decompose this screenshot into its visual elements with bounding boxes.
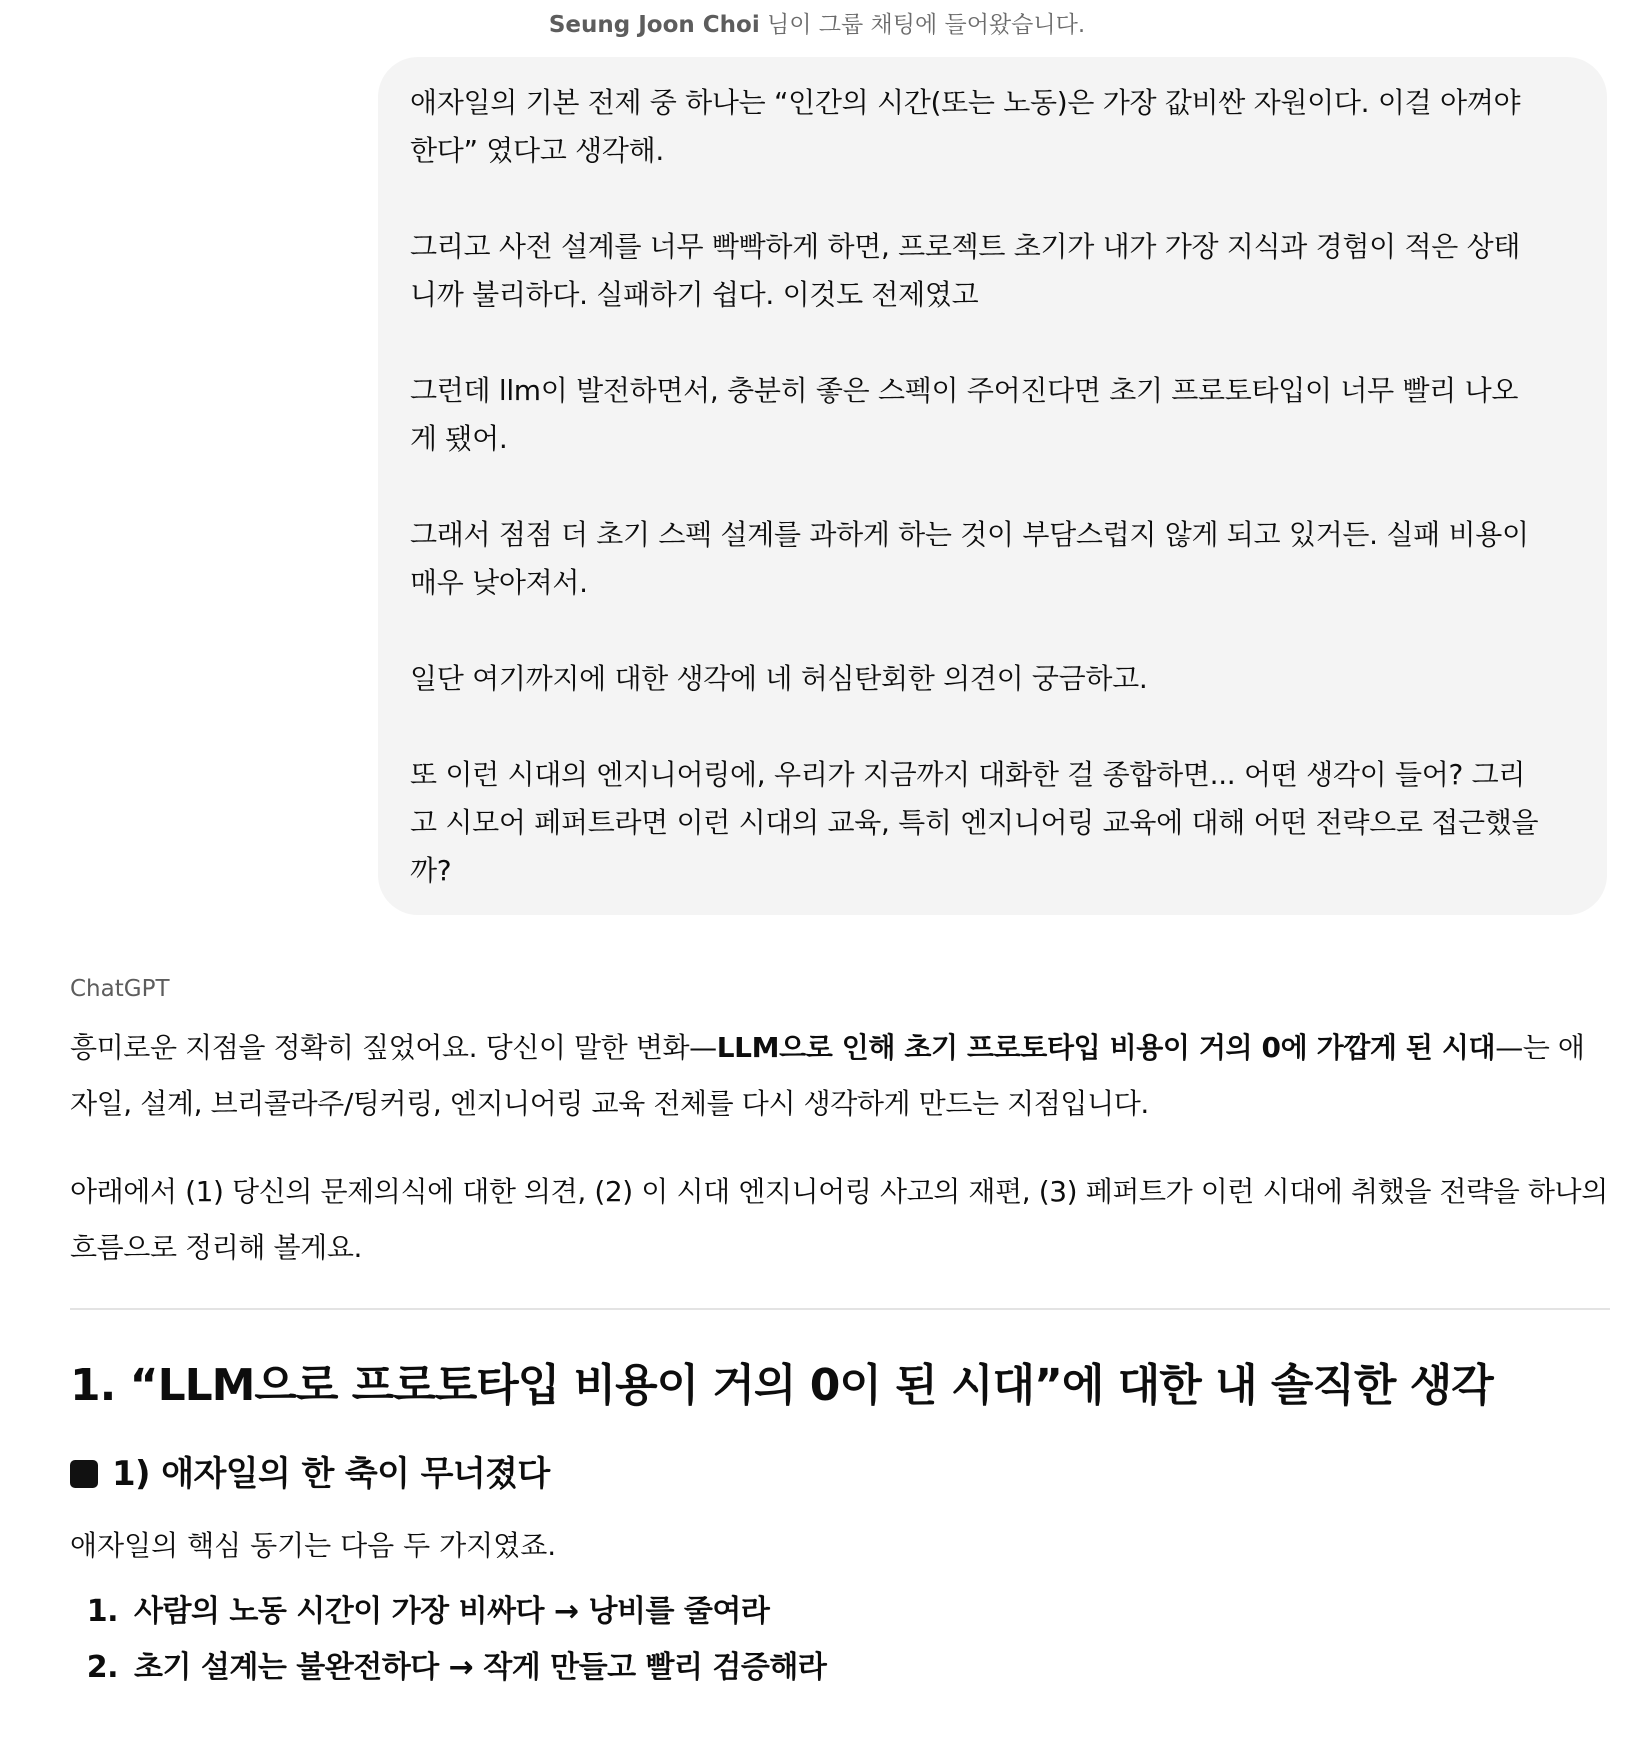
subsection-heading-text: 1) 애자일의 한 축이 무너졌다: [112, 1454, 550, 1494]
user-message-paragraph: 그리고 사전 설계를 너무 빡빡하게 하면, 프로젝트 초기가 내가 가장 지식과 경험이 적은 상태 니까 불리하다. 실패하기 쉽다. 이것도 전제였고: [410, 230, 1521, 311]
assistant-message: [70, 972, 1610, 1696]
section-heading: 1. “LLM으로 프로토타입 비용이 거의 0이 된 시대”에 대한 내 솔직한 생각: [70, 1360, 1493, 1411]
list-item-number: 1.: [86, 1594, 118, 1629]
joined-user-name: Seung Joon Choi: [548, 12, 760, 38]
list-item: [70, 1584, 1610, 1640]
list-item: [70, 1640, 1610, 1696]
black-square-icon: [70, 1460, 98, 1488]
motives-list: [70, 1584, 1610, 1696]
section-divider: [70, 1308, 1610, 1310]
emphasis-text: LLM으로 인해 초기 프로토타입 비용이 거의 0에 가깝게 된 시대: [716, 1031, 1496, 1064]
join-notice-text: 님이 그룹 채팅에 들어왔습니다.: [759, 12, 1086, 38]
user-message-paragraph: 그런데 llm이 발전하면서, 충분히 좋은 스펙이 주어진다면 초기 프로토타입이 너무 빨리 나오 게 됐어.: [410, 374, 1519, 455]
assistant-paragraph: 아래에서 (1) 당신의 문제의식에 대한 의견, (2) 이 시대 엔지니어링 사고의 재편, (3) 페퍼트가 이런 시대에 취했을 전략을 하나의 흐름으로 정리해 볼게요.: [70, 1175, 1608, 1264]
list-item-text: 사람의 노동 시간이 가장 비싸다 → 낭비를 줄여라: [134, 1594, 770, 1629]
list-item-number: 2.: [86, 1650, 118, 1685]
user-message-bubble: [378, 57, 1607, 915]
paragraph-text: —는 애자일, 설계, 브리콜라주/팅커링, 엔지니어링 교육 전체를 다시 생각하게 만드는 지점입니다.: [70, 1031, 1585, 1120]
user-message-paragraph: 일단 여기까지에 대한 생각에 네 허심탄회한 의견이 궁금하고.: [410, 662, 1148, 695]
user-message-paragraph: 또 이런 시대의 엔지니어링에, 우리가 지금까지 대화한 걸 종합하면... 어떤 생각이 들어? 그리 고 시모어 페퍼트라면 이런 시대의 교육, 특히 엔지니어링 교육에 대해 어떤 전략으로 접근했을 까?: [410, 758, 1539, 887]
assistant-author-label: ChatGPT: [70, 976, 170, 1002]
join-notice: [0, 8, 1634, 42]
assistant-paragraph: [70, 1020, 1610, 1132]
user-message-paragraph: 그래서 점점 더 초기 스펙 설계를 과하게 하는 것이 부담스럽지 않게 되고 있거든. 실패 비용이 매우 낮아져서.: [410, 518, 1529, 599]
list-item-text: 초기 설계는 불완전하다 → 작게 만들고 빨리 검증해라: [134, 1650, 827, 1685]
paragraph-text: 흥미로운 지점을 정확히 짚었어요. 당신이 말한 변화—: [70, 1031, 717, 1064]
user-message-paragraph: 애자일의 기본 전제 중 하나는 “인간의 시간(또는 노동)은 가장 값비싼 자원이다. 이걸 아껴야 한다” 였다고 생각해.: [410, 86, 1521, 167]
list-intro: 애자일의 핵심 동기는 다음 두 가지였죠.: [70, 1529, 557, 1562]
subsection-heading: [70, 1450, 1610, 1498]
